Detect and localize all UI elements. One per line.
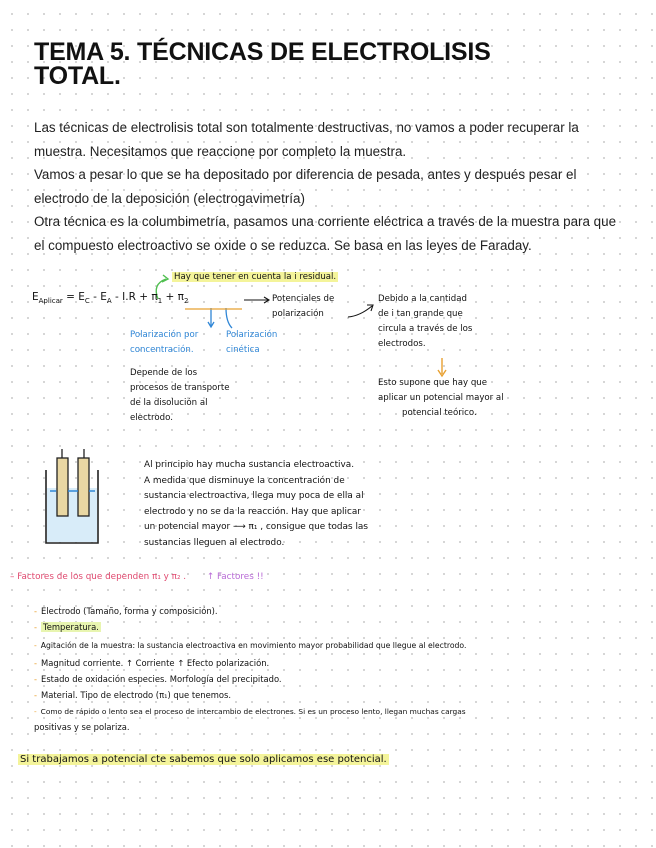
note-principio: Al principio hay mucha sustancia electroactiva. A medida que disminuye la concentración de sustancia electroactiva, llega muy poca de ella al electrodo y no se da la reacción. Hay que aplicar un potencial mayor ⟶ π₁ , consigue que todas las sustancias lleguen al electrodo. [144, 460, 368, 548]
note-debido: Debido a la cantidad de i tan grande que circula a través de los electrodos. [378, 294, 473, 349]
factores-heading: – Factores de los que dependen π₁ y π₂ . ↑ Factores !! [10, 572, 264, 582]
note-residual-current: Hay que tener en cuenta la i residual. [174, 272, 337, 282]
conclusion-note: Si trabajamos a potencial cte sabemos que solo aplicamos ese potencial. [20, 754, 387, 765]
factor-item-7-cont: positivas y se polariza. [34, 722, 130, 732]
note-supone: Esto supone que hay que aplicar un potencial mayor al potencial teórico. [378, 378, 504, 418]
factor-item-4: - Magnitud corriente. ↑ Corriente ↑ Efecto polarización. [34, 658, 270, 668]
page-title [34, 40, 491, 88]
paragraph-1: Las técnicas de electrolisis total son totalmente destructivas, no vamos a poder recuperar la muestra. Necesitamos que reaccione por completo la muestra. [34, 120, 579, 159]
factor-item-1: - Electrodo (Tamaño, forma y composición). [34, 606, 218, 616]
paragraph-2: Vamos a pesar lo que se ha depositado por diferencia de pesada, antes y después pesar el electrodo de la deposición (electrogavimetría) [34, 167, 577, 206]
note-potenciales: Potenciales de polarización [272, 294, 335, 319]
title-line-2: TOTAL. [34, 62, 121, 90]
factor-item-5: - Estado de oxidación especies. Morfología del precipitado. [34, 674, 282, 684]
note-depende: Depende de los procesos de transporte de la disolución al electrodo. [130, 368, 230, 423]
note-pol-concentracion: Polarización por concentración. [130, 330, 199, 355]
factor-item-2: - Temperatura. [34, 622, 99, 632]
note-pol-cinetica: Polarización cinética [226, 330, 278, 355]
factor-item-7: - Como de rápido o lento sea el proceso de intercambio de electrones. Si es un proceso lento, llegan muchas cargas [34, 707, 466, 716]
factor-item-6: - Material. Tipo de electrodo (π₁) que tenemos. [34, 690, 232, 700]
polarization-equation: $E_{Aplicar} = E_C - E_A - I.R + \pi_1 + \pi_2$ [32, 291, 189, 306]
title-line-1: TEMA 5. TÉCNICAS DE ELECTROLISIS [34, 38, 491, 66]
factor-item-3: - Agitación de la muestra: la sustancia electroactiva en movimiento mayor probabilidad que llegue al electrodo. [34, 641, 467, 650]
paragraph-3: Otra técnica es la columbimetría, pasamos una corriente eléctrica a través de la muestra para que el compuesto electroactivo se oxide o se reduzca. Se basa en las leyes de Faraday. [34, 214, 617, 253]
factores-badge: ↑ Factores !! [206, 572, 264, 582]
